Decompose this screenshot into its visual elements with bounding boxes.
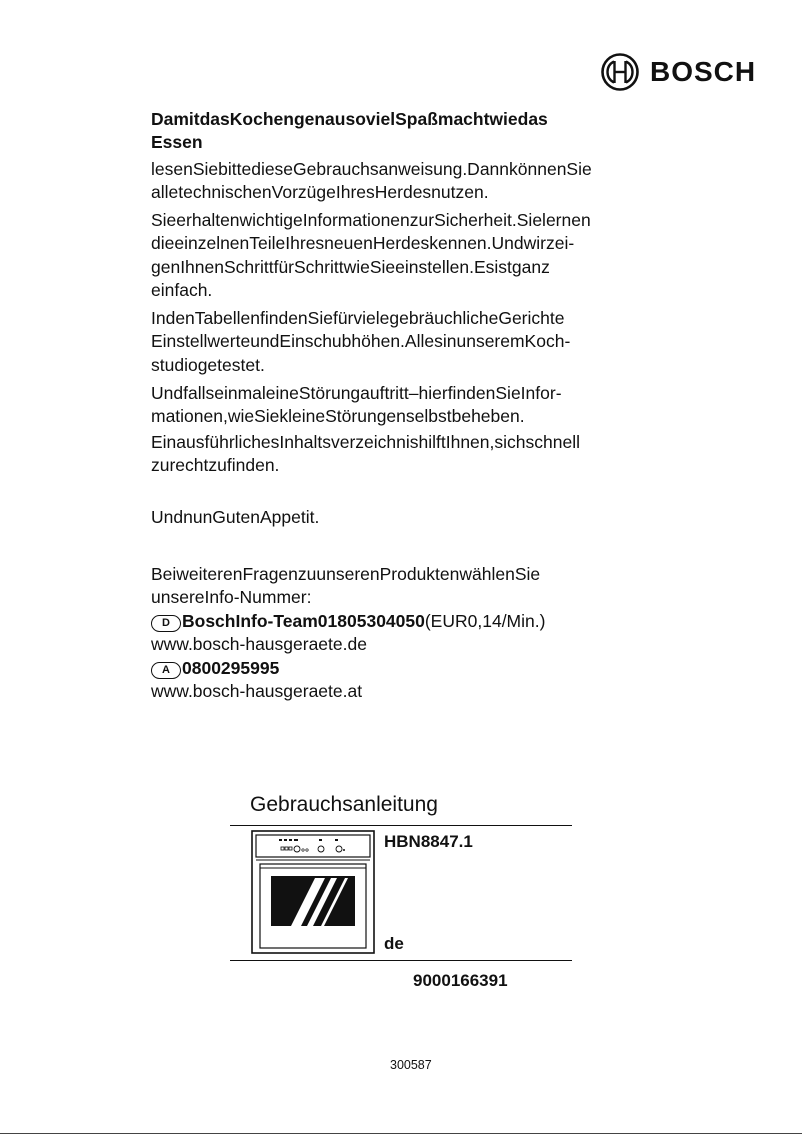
intro-paragraph-2 — [151, 209, 621, 303]
text-line: zurechtzufinden. — [151, 455, 280, 476]
text-line: dieeinzelnenTeileIhresneuenHerdeskennen.Undwirzei- — [151, 233, 575, 254]
label-rule-top — [230, 825, 572, 826]
text-line: SieerhaltenwichtigeInformationenzurSicherheit.Sielernen — [151, 210, 591, 230]
text-line: studiogetestet. — [151, 354, 265, 375]
intro-closing: UndnunGutenAppetit. — [151, 507, 320, 527]
germany-team-number: BoschInfo-Team01805304050 — [182, 610, 425, 631]
model-number: HBN8847.1 — [384, 832, 473, 851]
text-line: UndfallseinmaleineStörungauftritt–hierfindenSieInfor- — [151, 383, 562, 403]
text-line: genIhnenSchrittfürSchrittwieSieeinstellen.Esistganz — [151, 256, 550, 277]
germany-rate: (EUR0,14/Min.) — [424, 610, 546, 631]
text-line: EinstellwerteundEinschubhöhen.AllesinunseremKoch- — [151, 331, 571, 352]
contact-block — [151, 563, 621, 703]
built-in-oven-icon — [251, 830, 375, 954]
contact-austria-line — [151, 657, 621, 680]
document-type-title: Gebrauchsanleitung — [250, 793, 438, 816]
intro-headline-line-1: DamitdasKochengenausovielSpaßmachtwiedas — [151, 109, 548, 129]
intro-headline-line-2: Essen — [151, 132, 203, 153]
intro-paragraph-1 — [151, 158, 621, 205]
text-line: EinausführlichesInhaltsverzeichnishilftIhnen,sichschnell — [151, 432, 580, 452]
intro-paragraph-3 — [151, 307, 621, 377]
footer-code: 300587 — [390, 1058, 432, 1072]
contact-line-1: BeiweiterenFragenzuunserenProduktenwählenSie — [151, 564, 541, 584]
austria-phone: 0800295995 — [182, 657, 280, 678]
country-badge-de: D — [151, 615, 181, 632]
bosch-armature-icon — [600, 52, 640, 92]
brand-logo — [600, 52, 756, 92]
part-number: 9000166391 — [413, 971, 508, 990]
germany-url[interactable]: www.bosch-hausgeraete.de — [151, 634, 367, 655]
language-code: de — [384, 934, 404, 953]
text-line: alletechnischenVorzügeIhresHerdesnutzen. — [151, 182, 489, 203]
intro-paragraph-4 — [151, 382, 621, 429]
contact-line-2: unsereInfo-Nummer: — [151, 587, 312, 608]
contact-germany-line — [151, 610, 621, 633]
page-bottom-rule — [0, 1133, 802, 1134]
intro-headline — [151, 108, 621, 155]
text-line: lesenSiebittedieseGebrauchsanweisung.DannkönnenSie — [151, 159, 592, 179]
text-line: mationen,wieSiekleineStörungenselbstbeheben. — [151, 406, 525, 427]
text-line: einfach. — [151, 280, 213, 301]
label-rule-bottom — [230, 960, 572, 961]
country-badge-at: A — [151, 662, 181, 679]
austria-url[interactable]: www.bosch-hausgeraete.at — [151, 681, 363, 702]
brand-name: BOSCH — [650, 56, 757, 87]
intro-paragraph-5 — [151, 431, 621, 478]
text-line: IndenTabellenfindenSiefürvielegebräuchlicheGerichte — [151, 308, 565, 328]
